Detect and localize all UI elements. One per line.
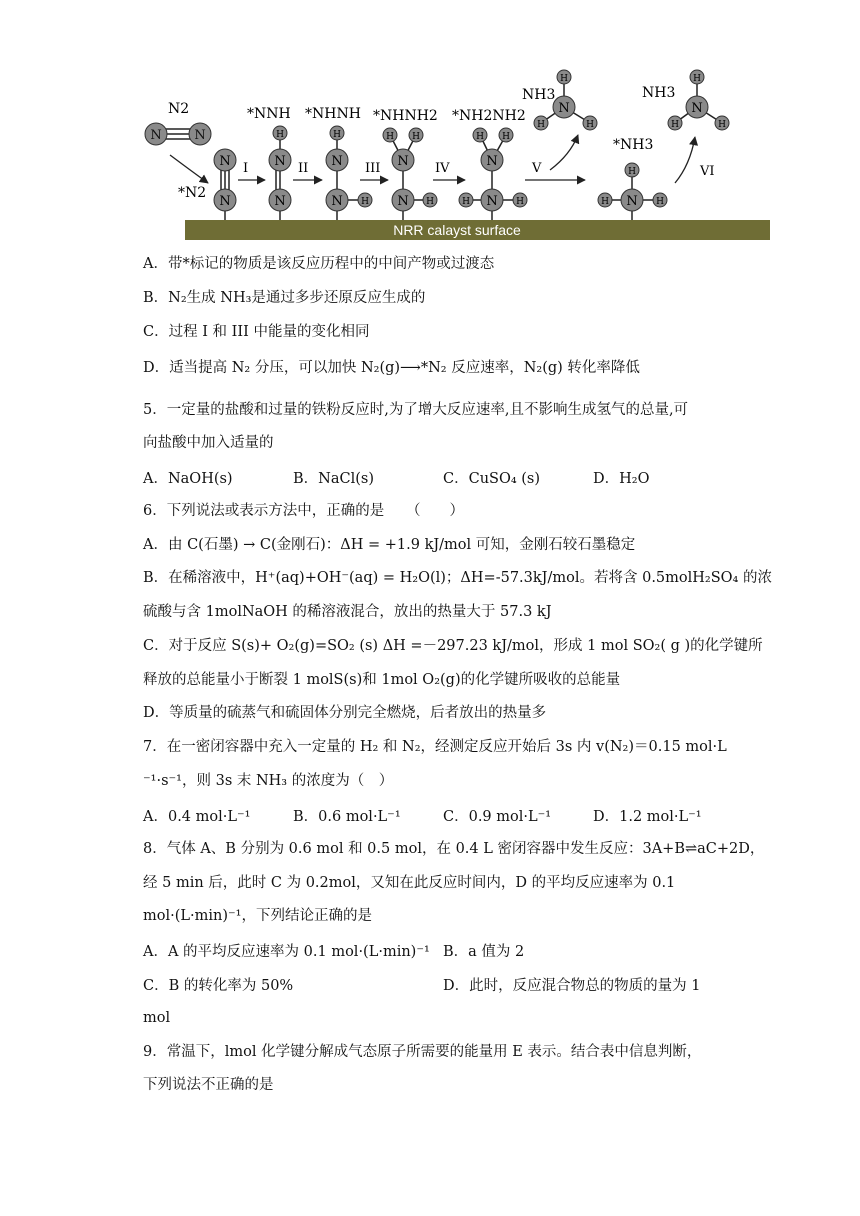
q7-option-b: B．0.6 mol·L⁻¹	[293, 809, 401, 825]
q8-option-c: C．B 的转化率为 50%	[143, 978, 294, 994]
q5-stem-line1: 5．一定量的盐酸和过量的铁粉反应时,为了增大反应速率,且不影响生成氢气的总量,可	[143, 402, 689, 418]
svg-text:H: H	[516, 197, 524, 207]
q6-option-b-line1: B．在稀溶液中，H⁺(aq)+OH⁻(aq) = H₂O(l)；ΔH=-57.3kJ/mol。若将含 0.5molH₂SO₄ 的浓	[143, 570, 772, 586]
label-nh3-a: NH3	[522, 87, 556, 103]
q6-stem: 6．下列说法或表示方法中，正确的是 （ ）	[143, 503, 464, 519]
q4-option-c: C．过程 I 和 III 中能量的变化相同	[143, 324, 370, 340]
q6-option-b-line2: 硫酸与含 1molNaOH 的稀溶液混合，放出的热量大于 57.3 kJ	[143, 604, 552, 620]
q8-option-d: D．此时，反应混合物总的物质的量为 1	[443, 978, 701, 994]
svg-text:N: N	[691, 101, 703, 116]
n2-molecule	[145, 123, 211, 145]
q4-option-a: A．带*标记的物质是该反应历程中的中间产物或过渡态	[143, 256, 495, 272]
q4-option-b: B．N₂生成 NH₃是通过多步还原反应生成的	[143, 290, 426, 306]
q5-option-d: D．H₂O	[593, 471, 650, 487]
q8-options-cd	[143, 974, 743, 994]
q6-option-c-line2: 释放的总能量小于断裂 1 molS(s)和 1mol O₂(g)的化学键所吸收的总能量	[143, 672, 621, 688]
q5-option-a: A．NaOH(s)	[143, 471, 233, 487]
svg-text:H: H	[276, 130, 284, 140]
svg-text:H: H	[476, 132, 484, 142]
label-s-nnh: *NNH	[247, 106, 291, 122]
released-nh3-b	[668, 70, 729, 130]
svg-text:N: N	[558, 101, 570, 116]
q5-options	[143, 467, 743, 487]
svg-text:H: H	[671, 120, 679, 130]
svg-text:H: H	[718, 120, 726, 130]
label-s-nhnh2: *NHNH2	[373, 108, 438, 124]
adsorbed-nh2nh2	[459, 128, 527, 211]
svg-text:N: N	[486, 194, 498, 209]
q6-option-d: D．等质量的硫蒸气和硫固体分别完全燃烧，后者放出的热量多	[143, 705, 547, 721]
svg-text:N: N	[397, 194, 409, 209]
label-n2: N2	[168, 101, 190, 117]
svg-text:N: N	[194, 128, 206, 143]
q8-stem-line3: mol·(L·min)⁻¹，下列结论正确的是	[143, 908, 372, 924]
svg-text:N: N	[626, 194, 638, 209]
label-s-nh2nh2: *NH2NH2	[452, 108, 526, 124]
q8-options-ab	[143, 940, 743, 960]
adsorbed-nnh	[269, 126, 291, 211]
svg-text:H: H	[426, 197, 434, 207]
svg-text:H: H	[361, 197, 369, 207]
svg-text:N: N	[219, 194, 231, 209]
q5-option-c: C．CuSO₄ (s)	[443, 471, 541, 487]
svg-text:H: H	[502, 132, 510, 142]
adsorbed-n2	[214, 149, 236, 211]
q7-option-d: D．1.2 mol·L⁻¹	[593, 809, 702, 825]
q5-option-b: B．NaCl(s)	[293, 471, 374, 487]
label-s-n2: *N2	[178, 185, 207, 201]
svg-text:H: H	[462, 197, 470, 207]
label-nh3-b: NH3	[642, 85, 676, 101]
svg-text:N: N	[486, 154, 498, 169]
svg-text:N: N	[274, 154, 286, 169]
step-label-4: IV	[435, 161, 450, 176]
q8-option-b: B．a 值为 2	[443, 944, 525, 960]
svg-text:N: N	[150, 128, 162, 143]
q7-stem-line1: 7．在一密闭容器中充入一定量的 H₂ 和 N₂，经测定反应开始后 3s 内 v(N₂)＝0.15 mol·L	[143, 739, 727, 755]
step-label-6: VI	[700, 164, 715, 179]
svg-text:H: H	[537, 120, 545, 130]
step-label-3: III	[365, 161, 381, 176]
svg-text:N: N	[331, 154, 343, 169]
label-s-nh3: *NH3	[613, 137, 654, 153]
svg-text:N: N	[219, 154, 231, 169]
step-label-2: II	[298, 161, 309, 176]
q7-options	[143, 805, 743, 825]
nrr-mechanism-diagram	[130, 55, 780, 245]
svg-text:H: H	[601, 197, 609, 207]
label-s-nhnh: *NHNH	[305, 106, 361, 122]
q7-option-a: A．0.4 mol·L⁻¹	[143, 809, 251, 825]
adsorbed-nh3	[598, 163, 667, 211]
svg-text:H: H	[412, 132, 420, 142]
q9-stem-line2: 下列说法不正确的是	[143, 1077, 274, 1093]
q5-stem-line2: 向盐酸中加入适量的	[143, 435, 274, 451]
svg-text:H: H	[560, 74, 568, 84]
svg-text:N: N	[274, 194, 286, 209]
q7-stem-line2: ⁻¹·s⁻¹，则 3s 末 NH₃ 的浓度为（ ）	[143, 773, 394, 789]
q8-option-a: A．A 的平均反应速率为 0.1 mol·(L·min)⁻¹	[143, 944, 430, 960]
q4-option-d: D．适当提高 N₂ 分压，可以加快 N₂(g)⟶*N₂ 反应速率，N₂(g) 转化率降低	[143, 360, 640, 376]
svg-text:H: H	[333, 130, 341, 140]
adsorbed-nhnh2	[383, 128, 437, 211]
svg-text:H: H	[656, 197, 664, 207]
step-label-1: I	[243, 161, 249, 176]
svg-text:N: N	[331, 194, 343, 209]
svg-text:H: H	[386, 132, 394, 142]
svg-text:H: H	[586, 120, 594, 130]
q6-option-a: A．由 C(石墨) → C(金刚石)：ΔH = +1.9 kJ/mol 可知，金刚石较石墨稳定	[143, 537, 636, 553]
svg-text:N: N	[397, 154, 409, 169]
q8-stem-line2: 经 5 min 后，此时 C 为 0.2mol，又知在此反应时间内，D 的平均反应速率为 0.1	[143, 875, 676, 891]
q8-option-d-line2: mol	[143, 1010, 171, 1026]
svg-text:H: H	[693, 74, 701, 84]
q9-stem-line1: 9．常温下，lmol 化学键分解成气态原子所需要的能量用 E 表示。结合表中信息判断，	[143, 1044, 702, 1060]
surface-label: NRR calayst surface	[393, 222, 521, 238]
svg-text:H: H	[628, 167, 636, 177]
q7-option-c: C．0.9 mol·L⁻¹	[443, 809, 552, 825]
step-label-5: V	[532, 161, 542, 176]
q6-option-c-line1: C．对于反应 S(s)+ O₂(g)=SO₂ (s) ΔH =－297.23 kJ/mol，形成 1 mol SO₂( g )的化学键所	[143, 638, 763, 654]
q8-stem-line1: 8．气体 A、B 分别为 0.6 mol 和 0.5 mol，在 0.4 L 密闭容器中发生反应：3A+B⇌aC+2D，	[143, 841, 765, 857]
